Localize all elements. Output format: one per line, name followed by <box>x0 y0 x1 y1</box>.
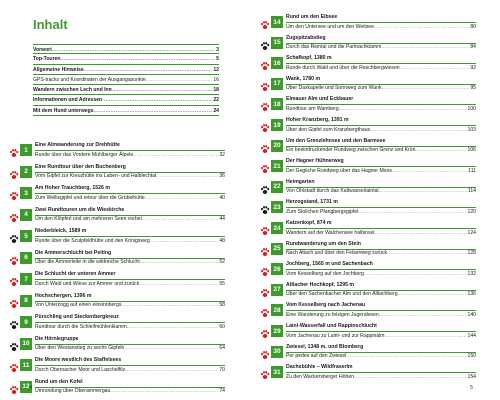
tour-description: Über Daxkapelle und Sonnweg zum Wank <box>286 85 382 92</box>
dot-leader <box>379 311 467 319</box>
page-title: Inhalt <box>33 17 68 32</box>
tour-description: Rundtour am Wamberg <box>286 105 339 112</box>
tour-title: Katzenkopf, 874 m <box>286 220 332 226</box>
tour-description: Über den Westanstieg zu sechs Gipfeln <box>35 345 125 351</box>
tour-title: Dachsbühle – Wildfraserlm <box>286 364 353 371</box>
tour-description-row <box>286 126 476 134</box>
tour-description-row <box>286 187 476 195</box>
tour-title: Rund um den Kofel <box>35 378 83 385</box>
tour-description: Zum Wellisgipfel und retour über die Grübelhütte <box>35 194 145 201</box>
tour-title: Rundwanderung um den Stein <box>286 240 361 247</box>
tour-description: Von Ohlstadt durch das Kaltwasserlaintal <box>286 188 379 195</box>
tour-page: 74 <box>219 388 225 394</box>
dot-leader <box>392 167 467 175</box>
tour-description-row <box>35 215 225 223</box>
tour-entry[interactable] <box>8 357 225 381</box>
tour-description-row <box>286 229 476 237</box>
toc-entry-title: Mit dem Hund unterwegs <box>33 107 94 114</box>
tour-title: Der Hagner Hühnerweg <box>286 158 344 165</box>
tour-entry[interactable] <box>8 249 225 274</box>
tour-description: Zum Stollchen Pfangbergsgipfel <box>286 208 359 215</box>
paw-icon <box>9 188 19 198</box>
tour-description-row <box>35 344 225 352</box>
tour-number-badge: 19 <box>271 119 283 131</box>
paw-icon <box>260 141 270 151</box>
dot-leader <box>387 249 466 257</box>
toc-entry[interactable] <box>33 54 219 64</box>
tour-title: Herzogstand, 1731 m <box>286 199 338 206</box>
tour-description-row <box>286 105 476 113</box>
tour-description-row <box>286 332 476 340</box>
toc-entry-page: 5 <box>216 56 219 63</box>
paw-icon <box>260 326 270 336</box>
paw-icon <box>9 339 19 349</box>
toc-entry[interactable] <box>33 95 219 105</box>
tour-title: Die Ammerschlucht bei Peiting <box>35 249 112 256</box>
intro-section-list <box>33 44 219 116</box>
tour-number-badge: 10 <box>20 338 32 350</box>
tour-description: Wandern auf der Walchensee halbinsel <box>286 229 375 236</box>
paw-icon <box>260 161 270 171</box>
dot-leader <box>140 258 219 266</box>
dot-leader <box>133 151 218 159</box>
dot-leader <box>156 172 218 180</box>
tour-title: Am Hoher Trauchberg, 1526 m <box>35 185 110 191</box>
toc-entry-page: 3 <box>216 47 219 53</box>
dot-leader <box>112 85 213 95</box>
tour-description: Vom Gipfel zur Kreuzhütte ins Laben- und Halblechtal <box>35 173 157 179</box>
tour-number-badge: 8 <box>20 295 32 307</box>
tour-page: 132 <box>467 270 476 277</box>
paw-icon <box>260 58 270 68</box>
toc-entry-page: 24 <box>213 107 219 114</box>
tour-description-row <box>35 280 225 288</box>
tour-page: 103 <box>467 126 476 133</box>
tour-title: Hoher Kranzberg, 1391 m <box>286 117 349 123</box>
tour-entry[interactable] <box>8 185 225 209</box>
dot-leader <box>139 280 218 288</box>
tour-entry[interactable] <box>8 378 225 400</box>
tour-title: Rund um den Eibsee <box>286 14 338 20</box>
tour-description-row <box>35 237 225 245</box>
tour-number-badge: 14 <box>271 16 283 28</box>
tour-title: Um den Grenzlehnsee und den Barmsee <box>286 137 386 144</box>
toc-entry[interactable] <box>33 75 219 85</box>
tour-page: 55 <box>219 280 225 287</box>
tour-page: 60 <box>219 323 225 330</box>
tour-description: Vom Kesselberg auf den Jochberg <box>286 270 364 277</box>
tour-page: 48 <box>219 237 225 244</box>
tour-description-row <box>286 84 476 92</box>
toc-entry-title: Allgemeine Hinweise <box>33 66 84 73</box>
tour-title: Zwei Rundtouren um die Wieskirche <box>35 206 125 213</box>
tour-description: Ein beeindruckender Rundweg zwischen Grenz und Krün <box>286 147 416 154</box>
paw-icon <box>9 274 19 284</box>
tour-page: 80 <box>470 23 476 30</box>
dot-leader <box>102 95 212 105</box>
tour-title: Lainl-Wasserfall und Rappinschlucht <box>286 323 377 329</box>
paw-icon <box>260 367 270 377</box>
tour-number-badge: 20 <box>271 140 283 152</box>
tour-title: Jochberg, 1565 m und Sachenbach <box>286 261 373 268</box>
tour-page: 144 <box>467 332 476 339</box>
tour-number-badge: 16 <box>271 57 283 69</box>
tour-page: 106 <box>467 147 476 154</box>
tour-entry[interactable] <box>8 271 225 295</box>
tour-description-row <box>286 373 476 381</box>
tour-description-row <box>35 258 225 266</box>
dot-leader <box>52 45 215 54</box>
tour-number-badge: 7 <box>20 273 32 285</box>
tour-description-row <box>286 290 476 298</box>
tour-page: 150 <box>467 353 476 360</box>
page-number-left: 4 <box>29 385 33 391</box>
dot-leader <box>142 215 219 223</box>
toc-entry-page: 16 <box>213 76 219 83</box>
tour-number-badge: 22 <box>271 181 283 193</box>
tour-page: 114 <box>467 188 476 195</box>
paw-icon <box>260 17 270 27</box>
tour-description-row <box>286 23 476 31</box>
tour-title: Hochschergen, 1396 m <box>35 292 92 299</box>
right-page <box>250 0 500 400</box>
dot-leader <box>398 290 467 298</box>
toc-entry-title: Top-Touren <box>33 56 61 63</box>
toc-entry[interactable] <box>33 44 219 54</box>
tour-number-badge: 26 <box>271 263 283 275</box>
dot-leader <box>379 187 467 195</box>
tour-title: Pürschling und Steckenbergkreuz <box>35 314 119 320</box>
tour-description: Um den Klöpferl und am mehreren Seen vorbei <box>35 216 142 222</box>
tour-title: Eine Rundtour über den Buchenberg <box>35 163 126 170</box>
tour-description: Zu den Wackersberger Höhen <box>286 373 355 380</box>
paw-icon <box>9 167 19 177</box>
tour-number-badge: 11 <box>20 359 32 371</box>
dot-leader <box>127 323 219 331</box>
tour-number-badge: 21 <box>271 160 283 172</box>
tour-page: 36 <box>219 173 225 179</box>
tour-page: 44 <box>219 216 225 222</box>
tour-number-badge: 28 <box>271 304 283 316</box>
tour-description-row <box>35 172 225 180</box>
tour-page: 95 <box>470 85 476 92</box>
paw-icon <box>9 382 19 392</box>
tour-description-row <box>286 146 476 154</box>
tour-description: Über den Gipfel zum Kranzbergthaus <box>286 126 371 133</box>
tour-entry[interactable] <box>8 206 225 231</box>
tour-page: 32 <box>219 151 225 158</box>
dot-leader <box>400 64 470 72</box>
tour-page: 70 <box>219 366 225 373</box>
toc-entry-page: 12 <box>213 66 219 73</box>
tour-description-row <box>35 301 225 309</box>
tour-description-row <box>286 311 476 319</box>
paw-icon <box>260 264 270 274</box>
tour-number-badge: 27 <box>271 284 283 296</box>
tour-description-row <box>286 167 476 175</box>
page-number-right: 5 <box>469 385 473 391</box>
tour-title: Die Hörnlegruppe <box>35 335 79 342</box>
tour-description: Rundtour durch die Schleifmühlenklamm <box>35 323 127 330</box>
tour-description: Runde über die Sculpfeldhütte und den Königsweg <box>35 237 150 244</box>
tour-page: 140 <box>467 311 476 318</box>
tour-page: 40 <box>219 194 225 201</box>
tour-page: 154 <box>467 373 476 380</box>
toc-entry-title: Wandern zwischen Lech und Inn <box>33 87 112 94</box>
tour-title: Die Moore westlich des Staffelsees <box>35 357 122 363</box>
paw-icon <box>260 223 270 233</box>
tour-description-row <box>286 352 476 360</box>
tour-title: Heimgarten <box>286 178 315 185</box>
tour-description: Über den Sachenbacher Alm und den Altlachberg <box>286 291 398 298</box>
tour-number-badge: 18 <box>271 98 283 110</box>
tour-page: 52 <box>219 259 225 265</box>
tour-description-row <box>35 151 225 159</box>
dot-leader <box>358 208 466 216</box>
tour-title: Eine Almwanderung zur Drehhütte <box>35 142 120 148</box>
tour-description: Der Gegliche Rundweg über das Hagner Moos <box>286 167 392 174</box>
dot-leader <box>375 229 467 237</box>
tour-title: Vom Kesselberg nach Jachenau <box>286 302 366 309</box>
paw-icon <box>9 145 19 155</box>
tour-description-row <box>286 249 476 257</box>
tour-description-row <box>35 366 225 374</box>
toc-entry-page: 22 <box>213 97 219 104</box>
tour-number-badge: 1 <box>20 144 32 156</box>
tour-description-row <box>35 387 225 395</box>
tour-entry[interactable] <box>8 292 225 317</box>
dot-leader <box>374 23 469 31</box>
tour-title: Niederbleick, 1589 m <box>35 228 87 234</box>
tour-page: 58 <box>219 302 225 308</box>
dot-leader <box>339 105 467 113</box>
tour-description: Runde durch Wald und über die Reschbergwiesen <box>286 64 400 71</box>
tour-entry[interactable] <box>8 335 225 360</box>
tour-description: Über die Ammerleite in die wildreiche Schlucht <box>35 259 140 265</box>
tour-entry[interactable] <box>259 364 476 388</box>
dot-leader <box>381 43 469 51</box>
tour-description: Durch das Reintal und die Partnachklamm <box>286 44 382 51</box>
tour-description-row <box>35 323 225 331</box>
tour-number-badge: 31 <box>271 366 283 378</box>
paw-icon <box>9 253 19 263</box>
dot-leader <box>146 75 213 85</box>
dot-leader <box>84 65 213 75</box>
tour-description: Vom Jachenau zu Lainl- und zur Rappinalm <box>286 332 385 339</box>
tour-description: Nach Altach und über den Felsenweg zurück <box>286 250 388 257</box>
paw-icon <box>260 182 270 192</box>
tour-description-row <box>35 194 225 202</box>
toc-entry-title: Vorwort <box>33 47 52 53</box>
paw-icon <box>9 210 19 220</box>
tour-number-badge: 12 <box>20 381 32 393</box>
tour-description-row <box>286 208 476 216</box>
toc-entry[interactable] <box>33 106 219 116</box>
dot-leader <box>145 194 219 202</box>
tour-number-badge: 15 <box>271 37 283 49</box>
tour-description: Durch Obernacher Moor und Laschelfilz <box>35 366 126 373</box>
tour-description-row <box>286 270 476 278</box>
tour-page: 92 <box>470 64 476 71</box>
dot-leader <box>364 270 467 278</box>
tour-number-badge: 23 <box>271 201 283 213</box>
tour-page: 136 <box>467 291 476 298</box>
tour-title: Zugspitzabstieg <box>286 34 326 41</box>
tour-title: Schafkopf, 1380 m <box>286 55 332 62</box>
tour-number-badge: 6 <box>20 252 32 264</box>
tour-number-badge: 17 <box>271 78 283 90</box>
tour-number-badge: 2 <box>20 166 32 178</box>
dot-leader <box>110 387 218 395</box>
dot-leader <box>94 106 213 116</box>
tour-title: Elmauer Alm und Eckbauer <box>286 96 354 103</box>
dot-leader <box>354 373 466 381</box>
tour-number-badge: 4 <box>20 209 32 221</box>
dot-leader <box>415 146 466 154</box>
paw-icon <box>9 296 19 306</box>
tour-page: 84 <box>470 44 476 51</box>
tour-page: 111 <box>468 167 476 174</box>
paw-icon <box>260 244 270 254</box>
dot-leader <box>150 237 219 245</box>
tour-entry[interactable] <box>8 314 225 338</box>
tour-description: Von Unterzogg auf einen einsinnbergs <box>35 302 122 308</box>
tour-description: Runde über das Vordere Mühlberger Älpele <box>35 151 134 158</box>
dot-leader <box>382 84 470 92</box>
dot-leader <box>346 352 466 360</box>
tour-description: Um den Untersee und um den Weitsee <box>286 23 374 30</box>
dot-leader <box>61 54 216 64</box>
tour-title: Altlacher Hochkopf, 1295 m <box>286 281 355 288</box>
paw-icon <box>260 79 270 89</box>
tour-description-row <box>286 64 476 72</box>
tour-description: Durch Wald und Wiese zur Ammer und zurück <box>35 280 140 287</box>
tour-description: Per pedes auf den Zwiesel <box>286 353 347 360</box>
toc-entry-page: 18 <box>213 87 219 94</box>
paw-icon <box>260 38 270 48</box>
tour-entry[interactable] <box>8 142 225 166</box>
toc-entry[interactable] <box>33 85 219 95</box>
tour-entry[interactable] <box>8 163 225 188</box>
tour-number-badge: 30 <box>271 346 283 358</box>
tour-entry[interactable] <box>8 228 225 252</box>
dot-leader <box>370 126 466 134</box>
tour-description: Umrundung über Oberammergau <box>35 388 111 394</box>
paw-icon <box>260 347 270 357</box>
tour-title: Wank, 1780 m <box>286 75 321 82</box>
paw-icon <box>9 231 19 241</box>
paw-icon <box>260 305 270 315</box>
tour-page: 124 <box>467 229 476 236</box>
paw-icon <box>9 317 19 327</box>
tour-description-row <box>286 43 476 51</box>
paw-icon <box>9 360 19 370</box>
toc-entry-title: GPS-tracks und Koordinaten der Ausgangspunkte <box>33 76 146 83</box>
dot-leader <box>125 366 218 374</box>
tour-number-badge: 5 <box>20 230 32 242</box>
tour-title: Zwiesel, 1348 m, und Blomberg <box>286 343 364 350</box>
dot-leader <box>385 332 467 340</box>
tour-page: 100 <box>467 105 476 112</box>
tour-number-badge: 3 <box>20 187 32 199</box>
tour-number-badge: 29 <box>271 325 283 337</box>
paw-icon <box>260 202 270 212</box>
tour-number-badge: 25 <box>271 243 283 255</box>
tour-title: Die Schlucht der unteren Ammer <box>35 271 116 277</box>
tour-description: Eine Wanderung zu felsigen Jugendseen <box>286 311 379 318</box>
paw-icon <box>260 285 270 295</box>
tour-number-badge: 24 <box>271 222 283 234</box>
toc-entry-title: Informationen und Adressen <box>33 97 103 104</box>
tour-page: 64 <box>219 345 225 351</box>
paw-icon <box>260 99 270 109</box>
tour-page: 128 <box>467 250 476 257</box>
tour-number-badge: 9 <box>20 316 32 328</box>
dot-leader <box>121 301 218 309</box>
paw-icon <box>260 120 270 130</box>
tour-page: 120 <box>467 208 476 215</box>
toc-entry[interactable] <box>33 65 219 75</box>
dot-leader <box>124 344 218 352</box>
